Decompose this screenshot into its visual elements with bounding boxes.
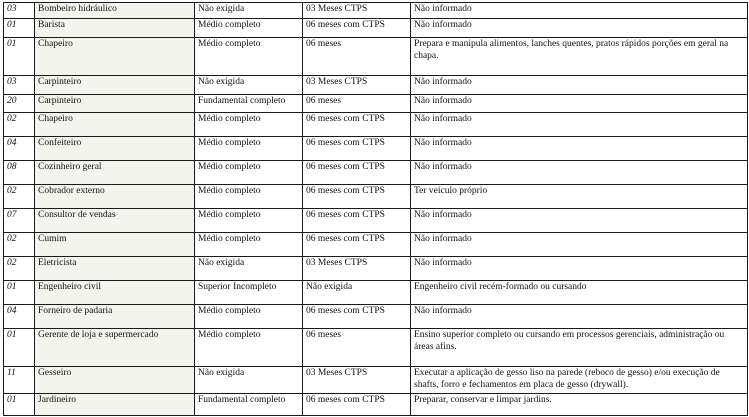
job-description: Não informado (411, 3, 748, 19)
job-description: Não informado (411, 137, 748, 161)
vacancy-count: 02 (4, 257, 35, 281)
job-description: Não informado (411, 19, 748, 38)
table-row (4, 95, 748, 113)
vacancy-count: 01 (4, 281, 35, 305)
job-title: Jardineiro (35, 394, 195, 416)
education-requirement: Fundamental completo (195, 394, 303, 416)
job-title: Cumim (35, 233, 195, 257)
vacancy-count: 04 (4, 137, 35, 161)
experience-requirement: 06 meses (303, 329, 411, 367)
table-row (4, 394, 748, 416)
job-description: Ter veículo próprio (411, 185, 748, 209)
experience-requirement: 03 Meses CTPS (303, 367, 411, 394)
education-requirement: Superior Incompleto (195, 281, 303, 305)
experience-requirement: 06 meses com CTPS (303, 209, 411, 233)
job-description: Não informado (411, 113, 748, 137)
education-requirement: Médio completo (195, 38, 303, 76)
experience-requirement: 06 meses com CTPS (303, 233, 411, 257)
table-row (4, 38, 748, 76)
vacancy-count: 03 (4, 3, 35, 19)
vacancy-count: 11 (4, 367, 35, 394)
experience-requirement: 03 Meses CTPS (303, 257, 411, 281)
job-title: Carpinteiro (35, 76, 195, 95)
experience-requirement: 06 meses (303, 95, 411, 113)
education-requirement: Médio completo (195, 185, 303, 209)
table-row (4, 161, 748, 185)
vacancy-count: 01 (4, 329, 35, 367)
experience-requirement: 06 meses com CTPS (303, 137, 411, 161)
job-title: Confeiteiro (35, 137, 195, 161)
education-requirement: Médio completo (195, 19, 303, 38)
experience-requirement: Não exigida (303, 281, 411, 305)
education-requirement: Não exigida (195, 367, 303, 394)
job-title: Cozinheiro geral (35, 161, 195, 185)
vacancy-count: 01 (4, 38, 35, 76)
experience-requirement: 06 meses com CTPS (303, 394, 411, 416)
job-description: Não informado (411, 209, 748, 233)
job-description: Não informado (411, 257, 748, 281)
job-description: Não informado (411, 233, 748, 257)
education-requirement: Médio completo (195, 209, 303, 233)
table-row (4, 281, 748, 305)
vacancy-count: 08 (4, 161, 35, 185)
job-description: Não informado (411, 161, 748, 185)
job-listings-body (4, 3, 748, 416)
table-row (4, 305, 748, 329)
table-row (4, 329, 748, 367)
job-title: Consultor de vendas (35, 209, 195, 233)
job-description: Não informado (411, 76, 748, 95)
education-requirement: Não exigida (195, 257, 303, 281)
vacancy-count: 01 (4, 19, 35, 38)
job-title: Forneiro de padaria (35, 305, 195, 329)
job-title: Gerente de loja e supermercado (35, 329, 195, 367)
job-title: Engenheiro civil (35, 281, 195, 305)
vacancy-count: 04 (4, 305, 35, 329)
education-requirement: Médio completo (195, 161, 303, 185)
job-title: Carpinteiro (35, 95, 195, 113)
table-row (4, 233, 748, 257)
vacancy-count: 02 (4, 233, 35, 257)
job-description: Executar a aplicação de gesso liso na parede (reboco de gesso) e/ou execução de shafts, forro e fechamentos em placa de gesso (drywall). (411, 367, 748, 394)
education-requirement: Médio completo (195, 305, 303, 329)
experience-requirement: 03 Meses CTPS (303, 76, 411, 95)
experience-requirement: 06 meses com CTPS (303, 161, 411, 185)
education-requirement: Médio completo (195, 113, 303, 137)
job-title: Eletricista (35, 257, 195, 281)
vacancy-count: 20 (4, 95, 35, 113)
education-requirement: Médio completo (195, 233, 303, 257)
experience-requirement: 06 meses com CTPS (303, 19, 411, 38)
experience-requirement: 06 meses (303, 38, 411, 76)
experience-requirement: 03 Meses CTPS (303, 3, 411, 19)
vacancy-count: 01 (4, 394, 35, 416)
vacancy-count: 02 (4, 185, 35, 209)
table-row (4, 19, 748, 38)
job-description: Não informado (411, 95, 748, 113)
job-title: Cobrador externo (35, 185, 195, 209)
job-description: Prepara e manipula alimentos, lanches quentes, pratos rápidos porções em geral na chapa. (411, 38, 748, 76)
vacancy-count: 03 (4, 76, 35, 95)
job-description: Preparar, conservar e limpar jardins. (411, 394, 748, 416)
vacancy-count: 07 (4, 209, 35, 233)
education-requirement: Não exigida (195, 76, 303, 95)
job-title: Chapeiro (35, 38, 195, 76)
education-requirement: Médio completo (195, 329, 303, 367)
experience-requirement: 06 meses com CTPS (303, 185, 411, 209)
table-row (4, 113, 748, 137)
experience-requirement: 06 meses com CTPS (303, 113, 411, 137)
table-row (4, 76, 748, 95)
job-description: Ensino superior completo ou cursando em processos gerenciais, administração ou áreas afins. (411, 329, 748, 367)
table-row (4, 209, 748, 233)
job-title: Chapeiro (35, 113, 195, 137)
table-row (4, 185, 748, 209)
job-listings-table (3, 2, 748, 416)
vacancy-count: 02 (4, 113, 35, 137)
job-description: Engenheiro civil recém-formado ou cursando (411, 281, 748, 305)
education-requirement: Médio completo (195, 137, 303, 161)
table-row (4, 137, 748, 161)
education-requirement: Fundamental completo (195, 95, 303, 113)
education-requirement: Não exigida (195, 3, 303, 19)
job-title: Gesseiro (35, 367, 195, 394)
job-description: Não informado (411, 305, 748, 329)
job-title: Bombeiro hidráulico (35, 3, 195, 19)
experience-requirement: 06 meses com CTPS (303, 305, 411, 329)
table-row (4, 3, 748, 19)
table-row (4, 367, 748, 394)
job-title: Barista (35, 19, 195, 38)
table-row (4, 257, 748, 281)
